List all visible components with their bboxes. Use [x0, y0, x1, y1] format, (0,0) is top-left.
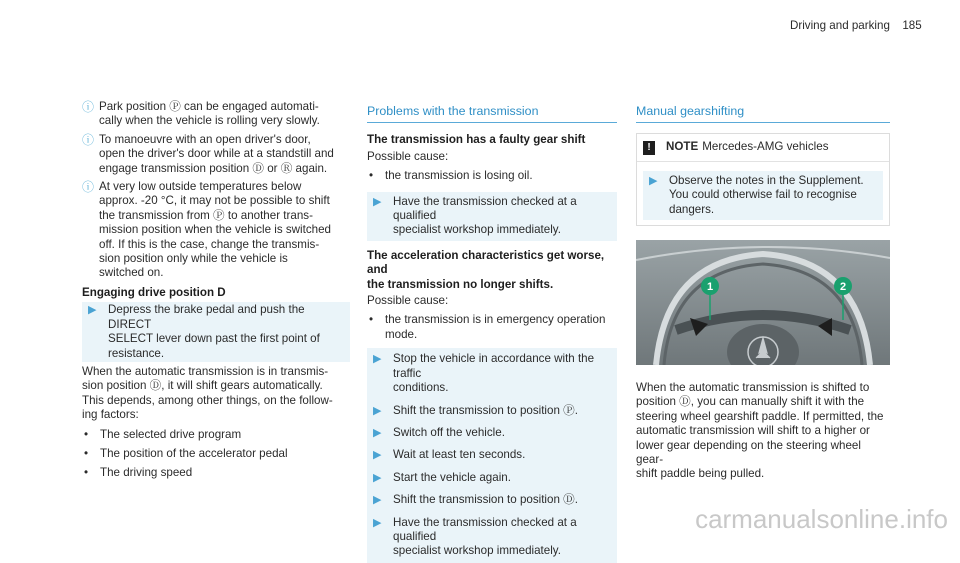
info-text: To manoeuvre with an open driver's door, open the driver's door while at a standstill and engage transmission position Ⓓ or Ⓡ again. — [99, 132, 334, 175]
step-arrow-icon: ▶ — [373, 404, 382, 417]
right-column — [636, 104, 890, 482]
section-title-manual-gearshifting: Manual gearshifting — [636, 104, 890, 123]
info-text: At very low outside temperatures below approx. -20 °C, it may not be possible to shift the transmission from Ⓟ to another trans- mission position when the vehicle is switched off. If this is the case, change the transmis- sion position only while the vehicle is switched on. — [99, 180, 331, 280]
subheading-faulty-shift: The transmission has a faulty gear shift — [367, 133, 586, 147]
instruction-step: ▶ Have the transmission checked at a qualified specialist workshop immediately. — [367, 192, 617, 241]
info-icon: ⓘ — [82, 180, 95, 195]
instruction-step: ▶ Switch off the vehicle. — [367, 426, 617, 440]
cause-list — [367, 169, 617, 183]
cause-list — [367, 313, 617, 342]
cause-label: Possible cause: — [367, 149, 449, 163]
page-header — [790, 19, 922, 33]
step-arrow-icon: ▶ — [373, 426, 382, 439]
body-paragraph: When the automatic transmission is in transmis- sion position Ⓓ, it will shift gears automatically. This depends, among other things, on the follow- ing factors: — [82, 364, 333, 422]
body-paragraph: When the automatic transmission is shifted to position Ⓓ, you can manually shift it with the steering wheel gearshift paddle. If permitted, the automatic transmission will shift to a higher or lower gear depending on the steering wheel gear- shift paddle being pulled. — [636, 381, 884, 481]
factor-list — [82, 428, 350, 481]
steering-wheel-figure — [636, 240, 890, 365]
instruction-step: ▶ Have the transmission checked at a qualified specialist workshop immediately. — [367, 516, 617, 559]
note-box — [636, 133, 890, 226]
list-item: • The selected drive program — [84, 427, 242, 441]
step-arrow-icon: ▶ — [373, 195, 382, 208]
instruction-step: ▶ Start the vehicle again. — [367, 471, 617, 485]
list-item: • the transmission is in emergency operation mode. — [369, 313, 606, 341]
note-subject: Mercedes-AMG vehicles — [702, 140, 829, 154]
section-title-problems: Problems with the transmission — [367, 104, 617, 123]
note-label: NOTE — [666, 140, 699, 154]
instruction-step: ▶ Wait at least ten seconds. — [367, 448, 617, 462]
warning-mark-icon: ! — [643, 141, 655, 155]
header-section: Driving and parking — [790, 19, 890, 32]
step-text: Depress the brake pedal and push the DIRECT SELECT lever down past the first point of resistance. — [108, 303, 320, 360]
step-arrow-icon: ▶ — [88, 304, 97, 317]
step-arrow-icon: ▶ — [373, 353, 382, 366]
step-arrow-icon: ▶ — [649, 174, 658, 187]
list-item: • The driving speed — [84, 466, 193, 480]
instruction-step: ▶ Observe the notes in the Supplement. You could otherwise fail to recognise dangers. — [643, 171, 883, 220]
left-column — [82, 100, 350, 486]
list-item: • the transmission is losing oil. — [369, 169, 533, 183]
info-icon: ⓘ — [82, 100, 95, 114]
info-item — [82, 100, 350, 129]
steering-wheel-illustration — [636, 240, 890, 365]
note-header — [637, 134, 889, 161]
subheading-drive-position: Engaging drive position D — [82, 285, 226, 299]
watermark-text[interactable]: carmanualsonline.info — [695, 504, 948, 534]
step-arrow-icon: ▶ — [373, 516, 382, 529]
instruction-step — [82, 302, 350, 362]
info-text: Park position Ⓟ can be engaged automati- cally when the vehicle is rolling very slowly. — [99, 100, 320, 128]
callout-2-label: 2 — [839, 281, 847, 294]
instruction-step: ▶ Stop the vehicle in accordance with the traffic conditions. — [367, 352, 617, 395]
info-item — [82, 133, 350, 176]
step-arrow-icon: ▶ — [373, 449, 382, 462]
footer-bar — [0, 505, 960, 533]
instruction-step: ▶ Shift the transmission to position Ⓓ. — [367, 493, 617, 507]
callout-1-label: 1 — [706, 281, 714, 294]
subheading-acceleration: The acceleration characteristics get worse, and the transmission no longer shifts. — [367, 248, 605, 291]
step-arrow-icon: ▶ — [373, 471, 382, 484]
step-arrow-icon: ▶ — [373, 494, 382, 507]
list-item: • The position of the accelerator pedal — [84, 446, 288, 460]
page-number: 185 — [902, 19, 922, 32]
info-item — [82, 180, 350, 281]
middle-column — [367, 104, 617, 563]
instruction-step: ▶ Shift the transmission to position Ⓟ. — [367, 404, 617, 418]
info-icon: ⓘ — [82, 132, 95, 147]
cause-label: Possible cause: — [367, 294, 449, 308]
